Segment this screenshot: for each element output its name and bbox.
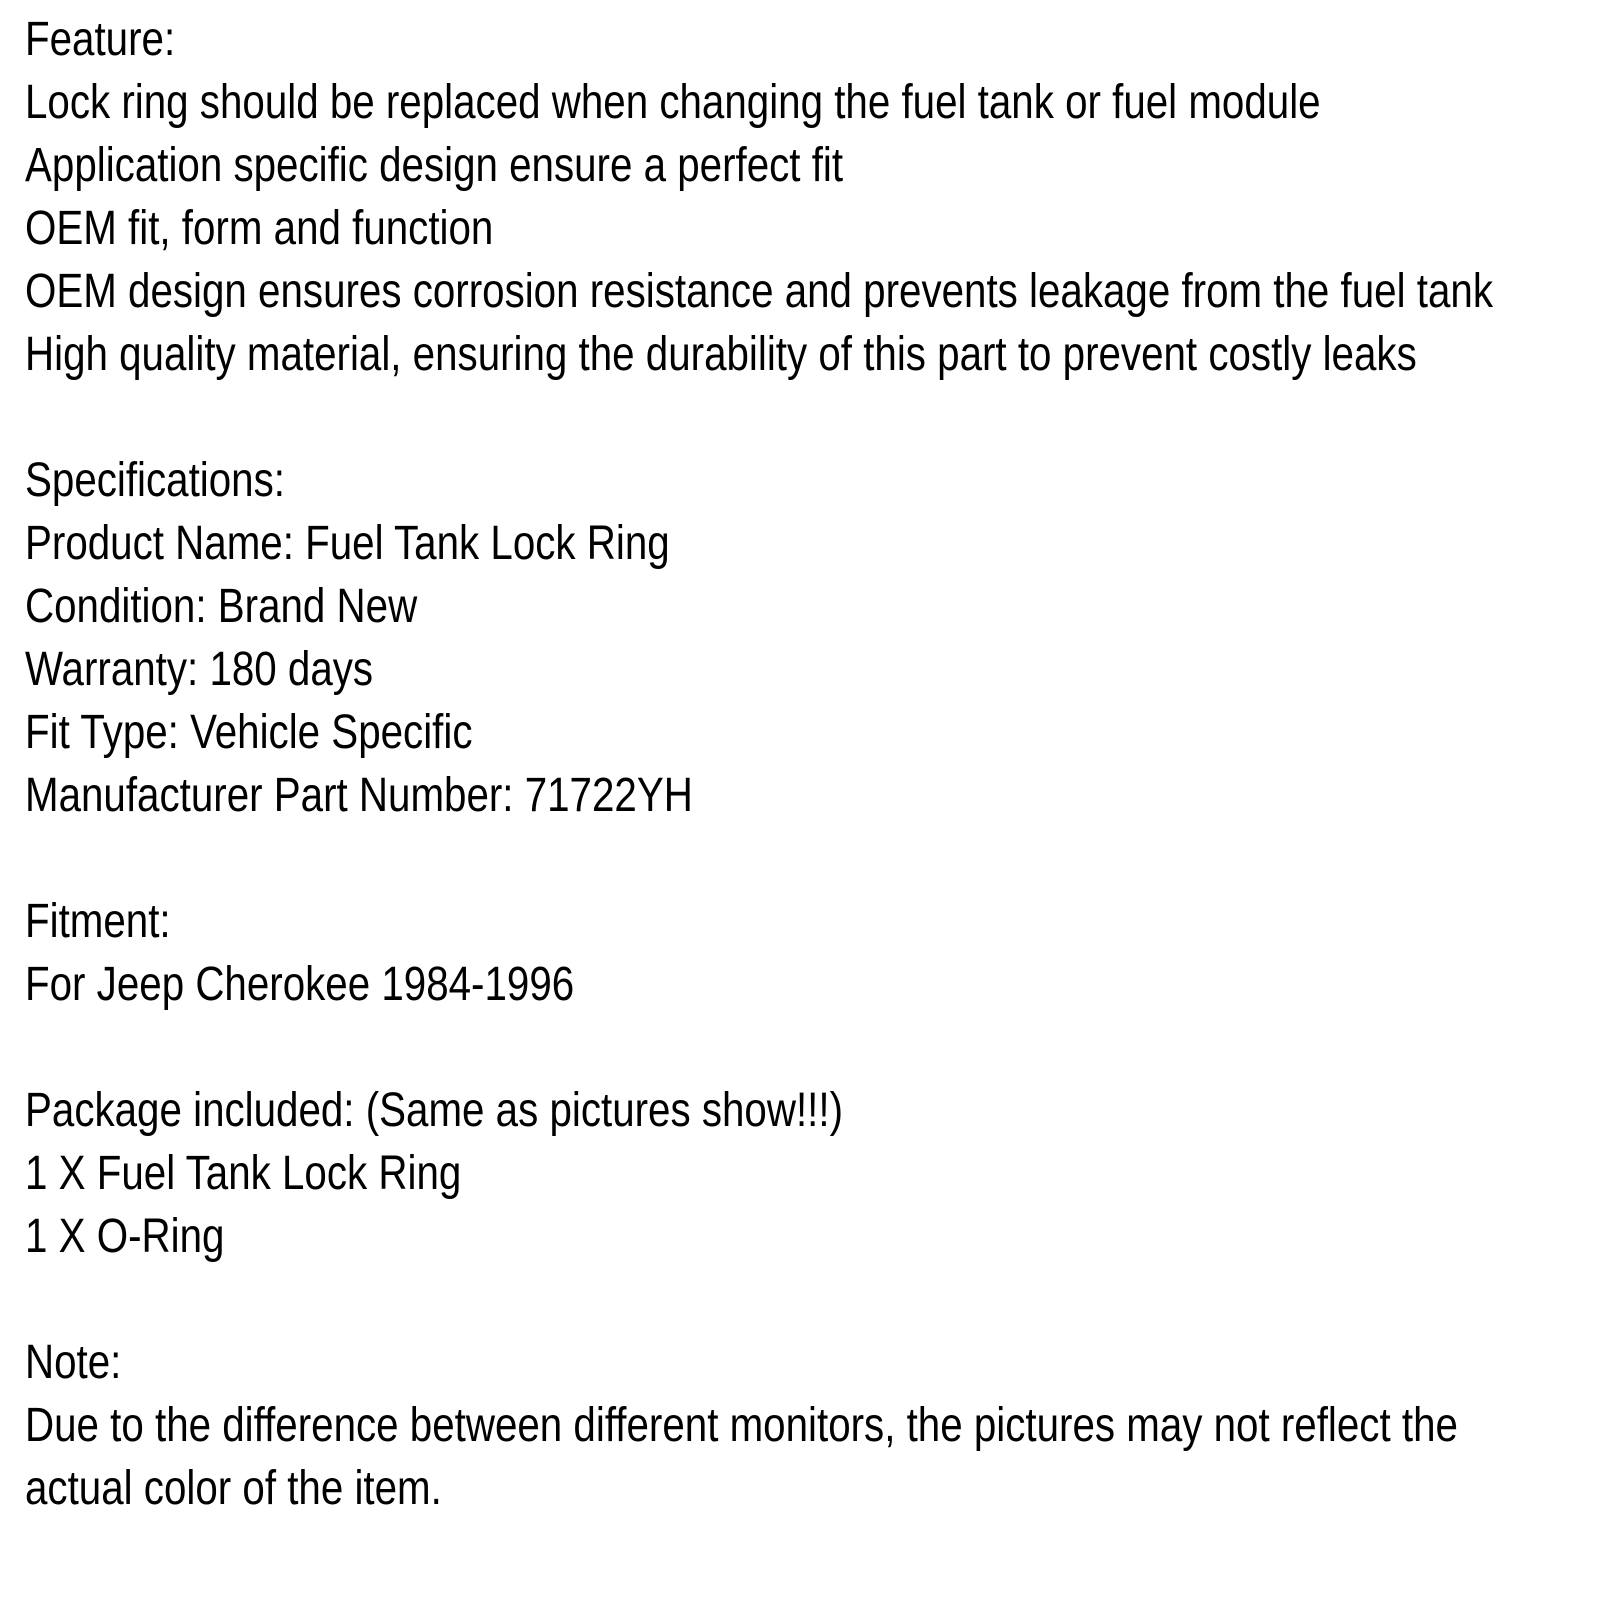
- feature-line: OEM fit, form and function: [25, 202, 494, 255]
- feature-line: Lock ring should be replaced when changing the fuel tank or fuel module: [25, 76, 1321, 129]
- fitment-heading: Fitment:: [25, 895, 171, 948]
- note-heading: Note:: [25, 1336, 122, 1389]
- spec-fit-type: Fit Type: Vehicle Specific: [25, 706, 473, 759]
- spec-part-number: Manufacturer Part Number: 71722YH: [25, 769, 693, 822]
- section-package: [25, 1079, 1600, 1268]
- package-item: 1 X Fuel Tank Lock Ring: [25, 1147, 462, 1200]
- section-specifications: [25, 449, 1600, 827]
- specifications-heading: Specifications:: [25, 454, 285, 507]
- spec-warranty: Warranty: 180 days: [25, 643, 374, 696]
- feature-line: High quality material, ensuring the durability of this part to prevent costly leaks: [25, 328, 1417, 381]
- section-feature: [25, 8, 1600, 386]
- section-note: [25, 1331, 1600, 1520]
- package-item: 1 X O-Ring: [25, 1210, 225, 1263]
- package-heading: Package included: (Same as pictures show!!!): [25, 1084, 844, 1137]
- spec-product-name: Product Name: Fuel Tank Lock Ring: [25, 517, 670, 570]
- spec-condition: Condition: Brand New: [25, 580, 418, 633]
- note-line: actual color of the item.: [25, 1462, 442, 1515]
- feature-line: Application specific design ensure a perfect fit: [25, 139, 844, 192]
- section-fitment: [25, 890, 1600, 1016]
- fitment-vehicle: For Jeep Cherokee 1984-1996: [25, 958, 575, 1011]
- description-text-block: [25, 8, 1600, 1520]
- feature-line: OEM design ensures corrosion resistance and prevents leakage from the fuel tank: [25, 265, 1493, 318]
- note-line: Due to the difference between different monitors, the pictures may not reflect the: [25, 1399, 1458, 1452]
- feature-heading: Feature:: [25, 13, 176, 66]
